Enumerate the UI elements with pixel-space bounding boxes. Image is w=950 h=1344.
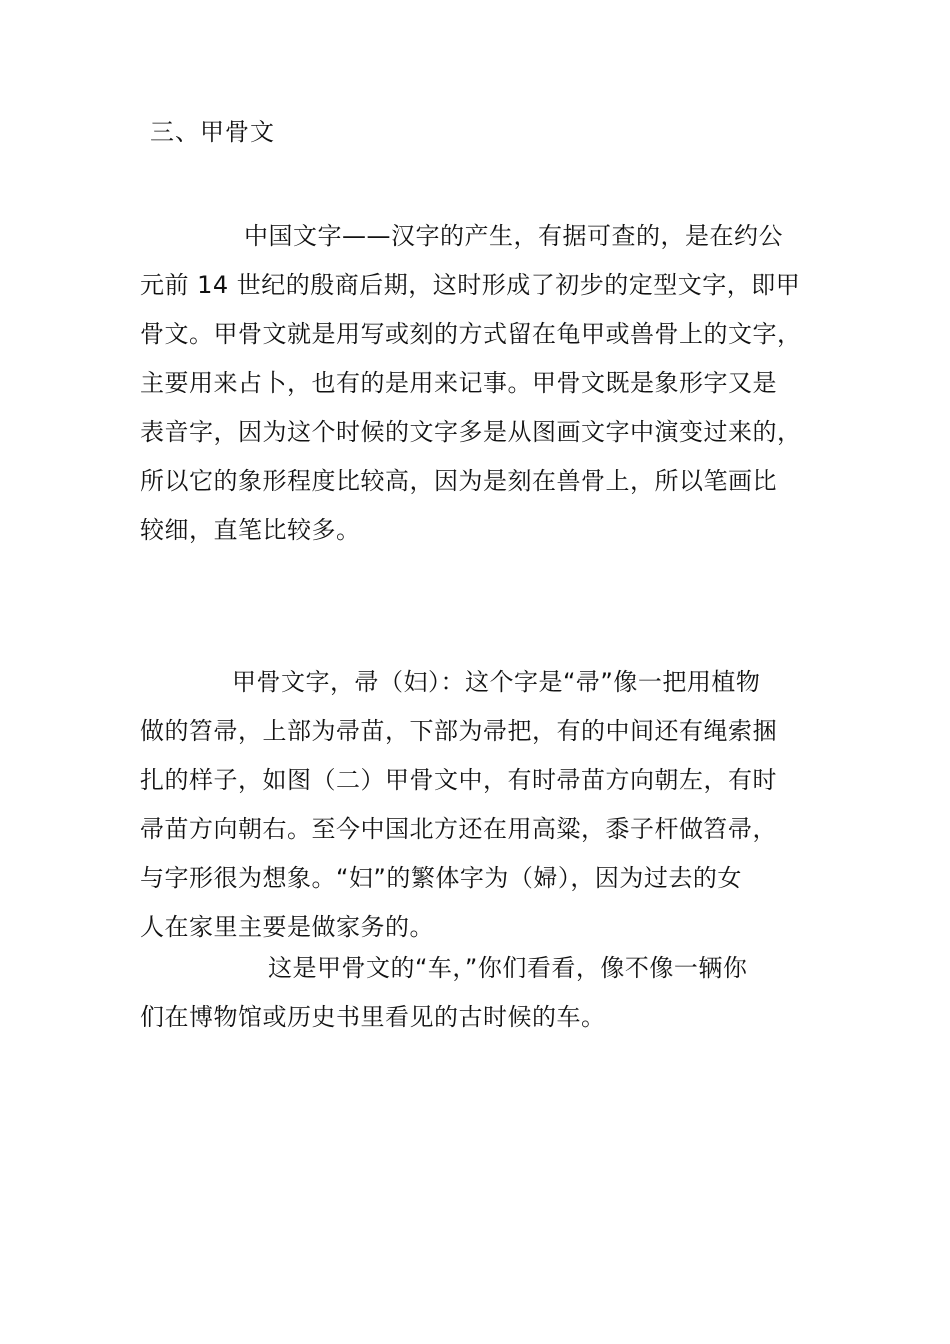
paragraph-line: 扎的样子，如图（二）甲骨文中，有时帚苗方向朝左，有时 [140, 766, 777, 794]
paragraph-chariot-character [140, 944, 830, 1042]
section-heading: 三、甲骨文 [150, 118, 275, 146]
paragraph-line: 所以它的象形程度比较高，因为是刻在兽骨上，所以笔画比 [140, 467, 777, 495]
paragraph-line: 帚苗方向朝右。至今中国北方还在用高粱，黍子杆做笤帚， [140, 815, 777, 843]
paragraph-line: 人在家里主要是做家务的。 [140, 913, 434, 941]
paragraph-line: 们在博物馆或历史书里看见的古时候的车。 [140, 1003, 606, 1031]
paragraph-line: 甲骨文字，帚（妇）：这个字是“帚”像一把用植物 [232, 668, 761, 696]
paragraph-line: 中国文字——汉字的产生，有据可查的，是在约公 [244, 222, 783, 250]
paragraph-line: 做的笤帚，上部为帚苗，下部为帚把，有的中间还有绳索捆 [140, 717, 777, 745]
paragraph-oracle-bone-origin [140, 212, 830, 555]
paragraph-line: 元前 14 世纪的殷商后期，这时形成了初步的定型文字，即甲 [140, 271, 801, 299]
paragraph-line: 主要用来占卜，也有的是用来记事。甲骨文既是象形字又是 [140, 369, 777, 397]
paragraph-line: 骨文。甲骨文就是用写或刻的方式留在龟甲或兽骨上的文字， [140, 320, 802, 348]
paragraph-broom-character [140, 658, 830, 952]
paragraph-line: 较细，直笔比较多。 [140, 516, 361, 544]
paragraph-line: 表音字，因为这个时候的文字多是从图画文字中演变过来的， [140, 418, 802, 446]
paragraph-line: 与字形很为想象。“妇”的繁体字为（婦），因为过去的女 [140, 864, 742, 892]
paragraph-line: 这是甲骨文的“车，”你们看看，像不像一辆你 [268, 954, 748, 982]
